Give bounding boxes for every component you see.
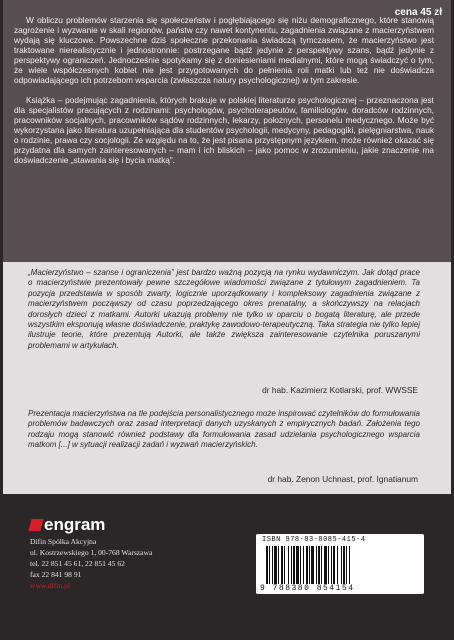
description-paragraph-1: W obliczu problemów starzenia się społeczeństw i pogłębiającego się niżu demograficznego, które stanowią zagrożenie i wyzwanie w skali regionów, państw czy nawet kontynentu, zagadnienia związane z macierzyństwem wydają się kluczowe. Powszechne dziś społeczne przekonania świadczą tymczasem, że macierzyństwo jest traktowane nierealistycznie i jednostronnie: postrzegane bądź jedynie z perspektywy szans, bądź jedynie z perspektywy ograniczeń. Jednocześnie spotykamy się z doniesieniami medialnymi, które mogą świadczyć o tym, że wiele współczesnych kobiet nie jest przygotowanych do pełnienia roli matki lub też nie doświadcza odpowiadającego ich potrzebom wsparcia (zwłaszcza natury psychologicznej) w tym zakresie.: [14, 15, 434, 85]
barcode-bar: [309, 546, 310, 584]
review-author: dr hab. Kazimierz Kotlarski, prof. WWSSE: [262, 385, 418, 395]
barcode-digits: 9 788380 854154: [260, 584, 355, 593]
review-text: Prezentacja macierzyństwa na tle podejścia personalistycznego może inspirować czytelników do formułowania problemów badawczych oraz zasad interpretacji danych uzyskanych z empirycznych badań. Założenia tego rodzaju mogą stanowić również podstawy dla formułowania zasad udzielania psychologicznego wsparcia matkom [...] w sytuacji realizacji zadań i wyzwań macierzyńskich.: [28, 409, 420, 450]
price-label: cena 45 zł: [394, 7, 442, 18]
barcode-bar: [324, 546, 327, 584]
barcode-bar: [293, 546, 295, 584]
barcode-bar: [291, 546, 292, 584]
barcode-bar: [328, 546, 329, 584]
barcode-bar: [284, 546, 285, 584]
publisher-fax: fax 22 841 98 91: [30, 570, 82, 579]
barcode-bar: [318, 546, 320, 584]
barcode-bar: [274, 546, 277, 584]
isbn-label: ISBN 978-83-8085-415-4: [262, 536, 366, 544]
barcode-bar: [337, 546, 338, 584]
logo-text: engram: [44, 515, 106, 534]
barcode-bar: [272, 546, 273, 584]
book-description: [14, 15, 434, 165]
barcode-bar: [331, 546, 332, 584]
barcode-bar: [341, 546, 342, 584]
barcode: [264, 546, 416, 584]
publisher-phone: tel. 22 851 45 61, 22 851 45 62: [30, 559, 125, 568]
barcode-bar: [306, 546, 308, 584]
engram-logo: [30, 515, 105, 535]
engram-mark-icon: [28, 519, 43, 531]
barcode-bar: [266, 546, 268, 584]
barcode-bar: [288, 546, 289, 584]
review-text: „Macierzyństwo – szanse i ograniczenia” jest bardzo ważną pozycją na rynku wydawniczym. Jak dotąd prace o macierzyństwie prezentowały pewne szczegółowe wiadomości związane z tytułowym zagadnieniem. Ta pozycja przedstawia w sposób zwarty, logicznie uporządkowany i kompleksowy zagadnienia związane z macierzyństwem począwszy od czasu poprzedzającego okres prenatalny, a skończywszy na relacjach dorosłych dzieci z matkami. Autorki ukazują problemy nie tylko w oparciu o bogatą literaturę, ale przede wszystkim eksponują własne doświadczenie, praktykę zawodowo-terapeutyczną. Taka strategia nie tylko lepiej ilustruje teorie, które prezentują Autorki, ale także zwiększa zainteresowanie czytelnika poruszanymi problemami w artykułach.: [28, 268, 420, 350]
barcode-bar: [296, 546, 299, 584]
review-author: dr hab. Zenon Uchnast, prof. Ignatianum: [267, 474, 418, 484]
barcode-bar: [300, 546, 301, 584]
barcode-bar: [278, 546, 279, 584]
publisher-name: Difin Spółka Akcyjna: [30, 537, 97, 546]
barcode-bar: [343, 546, 345, 584]
barcode-bar: [281, 546, 283, 584]
barcode-bar: [349, 546, 350, 584]
barcode-bar: [269, 546, 270, 584]
barcode-bar: [321, 546, 322, 584]
publisher-website: www.difin.pl: [30, 581, 71, 590]
publisher-address: ul. Kostrzewskiego 1, 00-768 Warszawa: [30, 548, 153, 557]
barcode-bar: [311, 546, 314, 584]
barcode-bar: [316, 546, 317, 584]
isbn-barcode-box: [256, 534, 424, 594]
barcode-bar: [303, 546, 304, 584]
barcode-bar: [333, 546, 335, 584]
barcode-bar: [346, 546, 347, 584]
description-paragraph-2: Książka – podejmując zagadnienia, których brakuje w polskiej literaturze psychologicznej – przeznaczona jest dla specjalistów pracujących z rodzinami: psychologów, psychoterapeutów, familiologów, doradców rodzinnych, pracowników socjalnych, pracowników sądów rodzinnych, lekarzy, położnych, personelu medycznego. Może być wykorzystana jako literatura uzupełniająca dla studentów psychologii, medycyny, pedagogiki, pielęgniarstwa, nauk o rodzinie, prawa czy socjologii. Ze względu na to, że jest pisana przystępnym językiem, może również okazać się przydatna dla samych zainteresowanych – mam i ich bliskich – jako pomoc w zrozumieniu, jakie znaczenie ma doświadczenie „stawania się i bycia matką”.: [14, 95, 434, 165]
publisher-info: [30, 536, 152, 591]
